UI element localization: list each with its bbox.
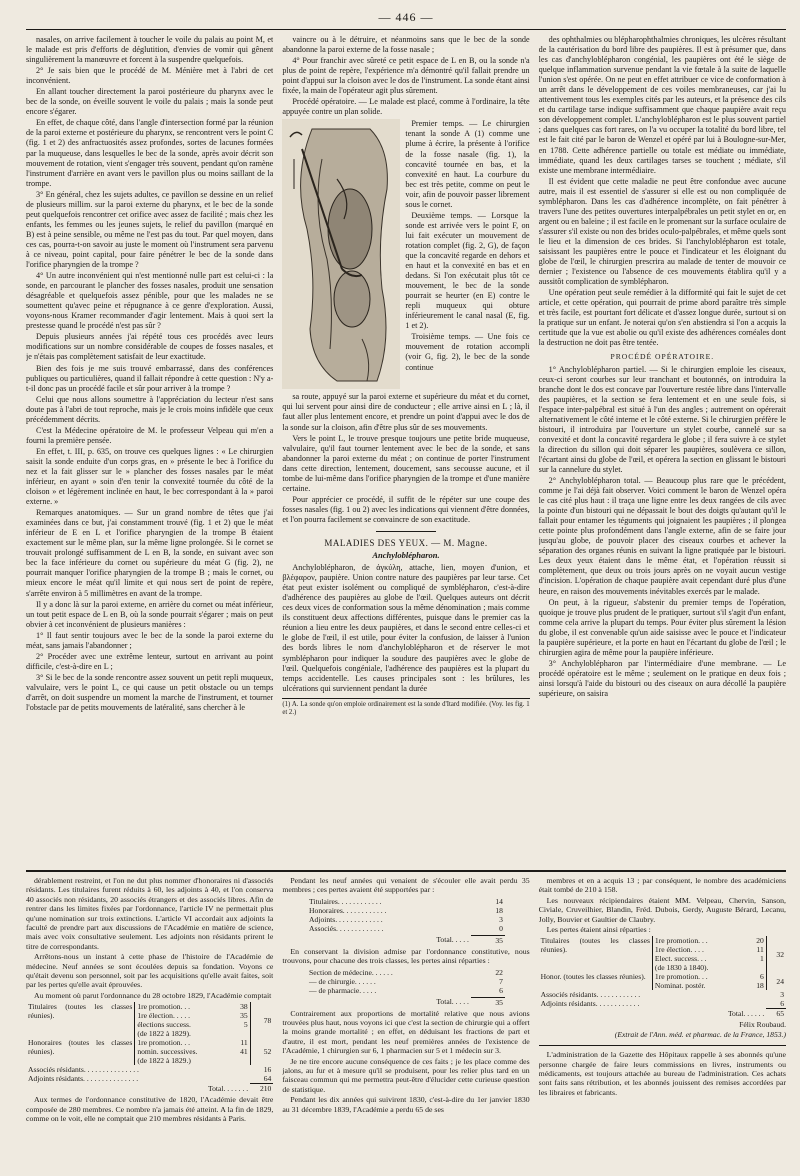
table-row (26, 1038, 273, 1047)
column-1 (26, 35, 273, 865)
table-row (539, 990, 786, 999)
row-value: 6 (499, 985, 503, 995)
row-label: Titulaires. . . . . . . . . . . . (309, 896, 382, 906)
row-value: 0 (499, 923, 503, 933)
row-value: 14 (495, 896, 503, 906)
paragraph: C'est la Médecine opératoire de M. le professeur Velpeau qui m'en a fourni la première pensée. (26, 425, 274, 445)
l3-hon-label: Honor. (toutes les classes réunies). (540, 972, 646, 982)
paragraph: Troisième temps. — Une fois ce mouvement de rotation accompli (voir G, fig. 2), le bec de la sonde continue (405, 332, 530, 372)
table-row (26, 1084, 273, 1094)
lower-column-3 (539, 876, 786, 1176)
tit-row-2-value: 5 (243, 1020, 248, 1030)
section-divider (376, 531, 436, 532)
column-2 (282, 35, 529, 865)
l3-tit-row-0-label: 1re promotion. . . (652, 936, 746, 945)
paragraph: Procédé opératoire. — Le malade est placé, comme à l'ordinaire, la tête appuyée contre un plan solide. (282, 97, 530, 117)
paragraph: 2° Procéder avec une extrême lenteur, surtout en arrivant au point difficile, c'est-à-dire en L ; (26, 651, 274, 671)
table-row (307, 915, 505, 924)
paragraph: Deuxième temps. — Lorsque la sonde est arrivée vers le point F, on lui fait exécuter un mouvement de rotation complet (fig. 2, G), de façon que la concavité regarde en dehors et en haut et la convexité en bas et en dedans. Si l'on exécutait plus tôt ce mouvement, le bec de la sonde pourrait se heurter (en E) contre le repli muqueux qui obture inférieurement le canal nasal (E, fig. 1 et 2). (405, 210, 530, 331)
losses-section-total-value: 35 (471, 997, 505, 1007)
paragraph: vaincre ou à le détruire, et néanmoins sans que le bec de la sonde abandonne la paroi externe de la fosse nasale ; (282, 35, 530, 55)
hon-row-0-value: 11 (240, 1038, 248, 1048)
tit-row-1-label: 1re élection. . . . . (135, 1011, 232, 1020)
page-number: — 446 — (378, 10, 434, 24)
paragraph: Arrêtons-nous un instant à cette phase de l'histoire de l'Académie de médecine. Neuf années se sont écoulées depuis sa fondation. Voyons ce qu'était devenu son personnel, soit par les acquisitions qu'elle avait faites, soit par les pertes qu'elle avait éprouvées. (26, 952, 274, 990)
paragraph: En effet, de chaque côté, dans l'angle d'intersection formé par la réunion de la paroi externe et postérieure du pharynx, se rencontrent vers le point C (fig. 1 et 2) des anfractuosités assez profondes, sortes de lacunes formées par la muqueuse, dans lesquelles le bec de la sonde, après avoir décrit son mouvement de rotation, vient s'engager très souvent, pendant qu'on ramène l'instrument d'arrière en avant vers le pavillon plus ou moins saillant de la trompe. (26, 118, 274, 188)
row-value: 18 (495, 905, 503, 915)
administration-notice: L'administration de la Gazette des Hôpitaux rappelle à ses abonnés qu'une personne chargée de faire leurs commissions en livres, instruments ou médicaments, est toujours attachée au bureau de l'administration. Ces achats sont faits sans rétribution, et les abonnés jouissent des remises accordées par les libraires et fabricants. (538, 1050, 786, 1097)
tit-row-1-value: 35 (240, 1011, 248, 1021)
table-row (26, 1074, 273, 1084)
tit-row-0-label: 1re promotion. . . (135, 1002, 232, 1011)
author-signature: Félix Roubaud. (739, 1020, 786, 1030)
paragraph: En allant toucher directement la paroi postérieure du pharynx avec le bec de la sonde, on éveille souvent le voile du palais ; mais la sonde peut encore s'égarer. (26, 87, 274, 117)
paragraph: Les nouveaux récipiendaires étaient MM. Velpeau, Chervin, Sanson, Civiale, Cruveilhier, Blandin, Fréd. Dubois, Gerdy, Auguste Bérard, Lecanu, Jolly, Bouvier et Gaultier de Claubry. (538, 895, 786, 924)
paragraph: 2° Je sais bien que le procédé de M. Ménière met à l'abri de cet inconvénient. (26, 66, 274, 86)
l3-tit-row-1-label: 1re élection. . . . (652, 945, 746, 954)
row-label: Associés. . . . . . . . . . . . . (309, 923, 384, 933)
losses-intro: Pendant les neuf années qui venaient de s'écouler elle avait perdu 35 membres ; ces pertes avaient été supportées par : (282, 876, 530, 895)
paragraph: 3° En général, chez les sujets adultes, ce pavillon se dessine en un relief de plusieurs millim. sur la paroi externe du pharynx, et le bec de la sonde peut quelquefois rencontrer cet orifice avec assez de facilité ; mais chez les enfants, les femmes ou les jeunes sujets, le relief du pavillon (marqué en B) est à peine sensible, ou même ne l'est pas du tout. Par quel moyen, dans ces cas, pourra-t-on savoir au juste le moment où l'instrument sera parvenu à ce niveau, point capital, pour faire pénétrer le bec de la sonde dans l'orifice pharyngien de la trompe ? (26, 189, 274, 270)
losses-by-class-table (307, 897, 505, 933)
section-title: MALADIES DES YEUX. — M. Magne. (324, 537, 488, 548)
paragraph: des ophthalmies ou blépharophthalmies chroniques, les ulcères résultant de la cautérisation du bord libre des paupières. Il est à présumer que, dans les cas d'anchyloblépharon congénial, les paupières ont été le siège de quelque inflammation survenue pendant la vie fœtale à la suite de laquelle l'union s'est opérée. On ne peut en effet attribuer ce vice de conformation à un arrêt dans le développement de ces voiles membraneuses, car j'ai lu attentivement tous les exemples cités par les auteurs, et la présence des cils et du cartilage tarse indique suffisamment que chaque paupière avait reçu son développement complet. L'anchyloblépharon est le plus souvent partiel ; dans quelques cas fort rares, on l'a vu occuper la totalité du bord libre, tel est le fait cité par le baron de Wenzel et opéré par lui à Boulogne-sur-Mer, en 1788. Cette adhérence partielle ou totale est médiate ou immédiate, immédiate, quand les deux cartilages tarses se touchent ; médiate, s'il existe une membrane intermédiaire. (538, 35, 786, 175)
table-row (307, 935, 505, 945)
table-row (26, 1002, 273, 1011)
paragraph: Je ne tire encore aucune conséquence de ces faits ; je les place comme des jalons, au fur et à mesure qu'il se produisent, pour les relier plus tard en un faisceau commun qui me permettra peut-être d'élucider cette curieuse question de statistique. (282, 1056, 530, 1094)
row-label: Honoraires. . . . . . . . . . . . (309, 905, 387, 915)
table-row (307, 997, 505, 1007)
losses-by-section-table (307, 968, 505, 995)
l3-tit-row-1-value: 11 (756, 945, 764, 955)
lower-column-1-after (26, 1095, 273, 1123)
table-row (307, 986, 505, 995)
losses-1830-1840-table (539, 936, 786, 1018)
adjoints-value: 64 (263, 1074, 272, 1084)
losses-section-total-row (307, 997, 505, 1007)
adjoints-label: Adjoints résidants. . . . . . . . . . . . . . . (28, 1074, 139, 1084)
l3-adj-label: Adjoints résidants. . . . . . . . . . . . (540, 999, 640, 1009)
figure-block (282, 119, 529, 389)
paragraph: dérablement restreint, et l'on ne dut plus nommer d'honoraires ni d'associés résidants. Les titulaires furent réduits à 60, les adjoints à 40, et l'on conserva 40 associés non résidants, 20 associés étrangers et des associés libres. Afin de rentrer dans les limites fixées par l'ordonnance, l'article IV ne permettait plus qu'une nomination sur trois extinctions. L'article VI accordait aux adjoints la faculté de prendre part aux discussions de l'Académie en matière de science, mais avec voix consultative seulement. Les adjoints non résidants prirent le titre de correspondants. (26, 876, 274, 951)
paragraph: Premier temps. — Le chirurgien tenant la sonde A (1) comme une plume à écrire, la présente à l'orifice de la fosse nasale (fig. 1), la concavité tournée en bas, et la convexité en haut. La courbure du bec est très petite, comme on peut le voir, afin de pouvoir passer librement sous le cornet. (405, 119, 530, 209)
tit-row-0-value: 38 (240, 1002, 248, 1012)
table-row (307, 906, 505, 915)
paragraph: Une opération peut seule remédier à la difformité qui fait le sujet de cet article, et cette opération, qui pourrait de prime abord paraître très simple et très facile, est pourtant fort délicate et d'assez longue durée, surtout si on la pratique sur un enfant. Je noterai qu'on s'en abstiendra si l'on a acquis la certitude que la vue est abolie ou qu'il existe des adhérences cornéales dont la destruction ne doit pas être tentée. (538, 288, 786, 348)
header-rule (26, 29, 786, 30)
l3-tit-total: 32 (766, 936, 786, 972)
paragraph: 3° Si le bec de la sonde rencontre assez souvent un petit repli muqueux, valvulaire, vers le point L, ce qui cause un petit obstacle ou un temps d'arrêt, on doit suspendre un moment la marche de l'instrument, et tourner l'obstacle par de petits mouvements de latéralité, sans chercher à le (26, 672, 274, 713)
tit-row-2-label: élections success. (135, 1020, 232, 1029)
associes-label: Associés résidants. . . . . . . . . . . . . . . (28, 1065, 139, 1075)
paragraph: Depuis plusieurs années j'ai répété tous ces procédés avec leurs modifications sur un nombre considérable de coupes de fosses nasales, et je n'étais pas complètement satisfait de leur exactitude. (26, 332, 274, 362)
l3-adj-value: 6 (780, 999, 784, 1009)
l3-tit-row-2-label: Elect. success. . . (652, 954, 746, 963)
paragraph: En effet, t. III, p. 635, on trouve ces quelques lignes : « Le chirurgien saisit la sonde enduite d'un corps gras, en » présente le bec à l'orifice du nez et la fait glisser sur le » plancher des fosses nasales par le méat inférieur, en ayant » soin d'en tenir la convexité tournée du côté de la cloison » et légèrement inclinée en haut, le bec correspondant à la » paroi externe. » (26, 446, 274, 507)
paragraph: Pour apprécier ce procédé, il suffit de le répéter sur une coupe des fosses nasales (fig. 1 ou 2) avec les indications qui viennent d'être données, et l'on pourra facilement se convaincre de son exactitude. (282, 494, 530, 524)
table-row (26, 1065, 273, 1074)
hon-row-1-value: 41 (240, 1047, 248, 1057)
l3-tit-label: Titulaires (toutes les classes réunies). (540, 936, 650, 955)
l3-hon-row-0-label: 1re promotion. . . (652, 972, 746, 981)
paragraph: membres et en a acquis 13 ; par conséquent, le nombre des académiciens était tombé de 210 à 158. (538, 876, 786, 895)
table-row (539, 999, 786, 1009)
paragraph: Bien des fois je me suis trouvé embarrassé, dans des conférences publiques ou particulières, quand il fallait répondre à cette question : N'y a-t-il donc pas un procédé facile et sûr pour arriver à la trompe ? (26, 363, 274, 393)
hon-row-1-label: nomin. successives. (135, 1047, 232, 1056)
paragraph: 2° Anchyloblépharon total. — Beaucoup plus rare que le précédent, comme je l'ai déjà fait observer. Voici comment le baron de Wenzel opéra le cas cité plus haut : il traça une ligne entre les deux rangées de cils avec la pointe d'un bistouri qui ne dépassait le bout des doigts qu'autant qu'il le fallait pour entamer les téguments qui joignaient les paupières ; il plongea cette pointe plus profondément dans l'angle externe, afin de se faire jour jusqu'au globe, de pouvoir placer des ciseaux courbes et achever la séparation des organes réunis en suivant la ligne pratiquée par le bistouri. Les deux yeux étaient dans le même état, et l'opération réussit si complètement, que deux ou trois jours après on ne voyait aucun vestige d'incision. L'opération de chaque paupière avait cependant duré plus d'une heure, en raison des mouvements inévitables exercés par le malade. (538, 476, 786, 596)
operative-procedure-title: PROCÉDÉ OPÉRATOIRE. (610, 352, 715, 362)
academy-count-table (26, 1002, 273, 1093)
paragraph: sa route, appuyé sur la paroi externe et supérieure du méat et du cornet, qui lui servent pour ainsi dire de conducteur ; elle arrive ainsi en L ; là, il faut aller plus lentement encore, et prendre un point d'appui avec le dos de la sonde sur la cloison, afin d'être plus sûr de ses mouvements. (282, 392, 530, 432)
table-row (307, 924, 505, 933)
column-3-body (539, 35, 786, 348)
lower-column-2 (282, 876, 529, 1176)
paragraph: Contrairement aux proportions de mortalité relative que nous avions trouvées plus haut, nous voyons ici que c'est la section de chirurgie qui a offert la moins grande mortalité ; en effet, en déduisant les fractions de part et d'autre, il est mort, pendant les neuf premières années de l'existence de l'Académie, 1 chirurgien sur 6, 1 pharmacien sur 5 et 1 médecin sur 3. (282, 1008, 530, 1056)
row-value: 7 (499, 976, 503, 986)
row-label: — de chirurgie. . . . . . (309, 976, 376, 986)
row-value: 3 (499, 914, 503, 924)
table-row (539, 972, 786, 981)
notice-rule (539, 1045, 786, 1046)
paragraph: Aux termes de l'ordonnance constitutive de 1820, l'Académie devait être composée de 280 membres. Ce nombre n'a jamais été atteint. A la fin de 1829, comme on le voit, elle ne comptait que 210 membres résidants à Paris. (26, 1095, 274, 1124)
table-row (539, 936, 786, 945)
l3-tit-row-0-value: 20 (756, 936, 764, 946)
hon-row-0-label: 1re promotion. . . (135, 1038, 232, 1047)
row-label: Adjoints. . . . . . . . . . . . . (309, 914, 383, 924)
table-row (307, 968, 505, 977)
paragraph: Pendant les dix années qui suivirent 1830, c'est-à-dire du 1er janvier 1830 au 31 décembre 1839, l'Académie a perdu 65 de ses (282, 1095, 530, 1114)
paragraph: 1° Anchyloblépharon partiel. — Si le chirurgien emploie les ciseaux, ceux-ci seront courbes sur leur tranchant et boutonnés, on introduira la branche dont le dos est concave par l'ouverture restée libre dans l'intervalle des paupières, et la section se fera lentement et en une seule fois, si l'espace inter-palpébral est situé à l'un des angles ; autrement on opérerait alternativement le côté interne et le côté externe. Si le chirurgien préfère le bistouri, il introduira par l'ouverture un stylet courbe, cannelé sur sa convexité et dont la concavité regardera le globe ; il fera suivre à ce stylet la direction du sillon qui doit séparer les paupières, soulèvera ce sillon, l'écartant ainsi du globe de l'œil, et opérera la section en glissant le bistouri sur la cannelure du stylet. (538, 364, 786, 474)
nasal-cavity-figure-image (282, 119, 400, 389)
lower-columns (26, 876, 786, 1176)
figure-caption-text (405, 119, 529, 389)
l3-tit-row-3-label: (de 1830 à 1840). (652, 963, 746, 972)
titulaires-total: 78 (250, 1002, 273, 1038)
paragraph: Vers le point L, le trouve presque toujours une petite bride muqueuse, valvulaire, qu'il faut tourner lentement avec le bec de la sonde, et sans abandonner la paroi externe du méat ; on continue de porter l'instrument dans cette direction, lentement, doucement, sans secousse aucune, et il tombe de lui-même dans l'orifice pharyngien de la trompe et d'une manière certaine. (282, 433, 530, 493)
footnote: (1) A. La sonde qu'on emploie ordinairement est la sonde d'Itard modifiée. (Voy. les fig. 1 et 2.) (282, 698, 529, 718)
l3-hon-total: 24 (766, 972, 786, 990)
operative-procedure-body (539, 365, 786, 700)
row-label: — de pharmacie. . . . . (309, 985, 377, 995)
tit-row-3-label: (de 1822 à 1829). (135, 1029, 232, 1038)
l3-total-label: Total. . . . . . (727, 1008, 765, 1018)
table-row (539, 1009, 786, 1019)
hon-row-2-label: (de 1822 à 1829.) (135, 1056, 232, 1065)
section-subtitle: Anchyloblépharon. (372, 550, 440, 561)
paragraph: Au moment où parut l'ordonnance du 28 octobre 1829, l'Académie comptait (34, 990, 272, 1000)
table-row (307, 897, 505, 906)
row-label: Section de médecine. . . . . . (309, 967, 393, 977)
associes-value: 16 (263, 1065, 272, 1075)
paragraph: Les pertes étaient ainsi réparties : (546, 925, 651, 935)
l3-hon-row-1-label: Nominat. postér. (652, 981, 746, 990)
losses-section-total-label: Total. . . . . (436, 997, 469, 1007)
paragraph: 4° Pour franchir avec sûreté ce petit espace de L en B, ou la sonde n'a plus de point de repère, l'expérience m'a démontré qu'il fallait prendre un point d'appui sur la cloison avec le dos de l'instrument. La sonde étant ainsi fixée, la main de l'opérateur agit plus sûrement. (282, 56, 530, 96)
losses-total-row (307, 935, 505, 945)
source-note: (Extrait de l'Ann. méd. et pharmac. de la France, 1853.) (614, 1029, 786, 1039)
column-2-intro (282, 35, 529, 117)
paragraph: Il y a donc là sur la paroi externe, en arrière du cornet ou méat inférieur, un tout petit espace de L en B, où la sonde pourrait s'égarer ; mais on peut obvier à cet inconvénient de plusieurs manières : (26, 599, 274, 629)
paragraph: Remarques anatomiques. — Sur un grand nombre de têtes que j'ai examinées dans ce but, j'ai constamment trouvé (fig. 1 et 2) que le méat inférieur de E en L et l'orifice pharyngien de la trompe B étaient exactement sur le même plan, sur la même ligne prolongée. Si le cornet se trouvait prolongé suffisamment de L en B, la sonde, en suivant avec son bec la face inférieure du cornet ou supérieure du méat G (fig. 2), ne pourrait manquer l'orifice pharyngien de la trompe B ; mais le cornet, ou mieux encore le méat qu'il limite et qui nous sert de point de repère, s'arrête environ à 5 millimètres en avant de la trompe. (26, 508, 274, 598)
losses-total-label: Total. . . . . (436, 935, 469, 945)
column-3 (539, 35, 786, 865)
l3-total-value: 65 (766, 1009, 786, 1019)
losses-total-value: 35 (471, 935, 505, 945)
titulaires-label: Titulaires (toutes les classes réunies). (28, 1002, 133, 1021)
losses-mid: En conservant la division admise par l'ordonnance constitutive, nous trouvons, pour chacune des trois classes, les pertes ainsi réparties : (282, 946, 530, 966)
table-row (307, 977, 505, 986)
honoraires-label: Honoraires (toutes les classes réunies). (28, 1038, 133, 1057)
total-value: 210 (250, 1084, 273, 1094)
honoraires-total: 52 (250, 1038, 273, 1065)
paragraph: nasales, on arrive facilement à toucher le voile du palais au point M, et le malade est pris d'efforts de déglutition, d'envies de vomir qui gênent singulièrement la manœuvre et forcent à la suspendre quelquefois. (26, 35, 274, 65)
lower-column-1 (26, 876, 273, 1176)
paragraph: On peut, à la rigueur, s'abstenir du premier temps de l'opération, quoique je trouve plus prudent de le pratiquer, surtout s'il s'agit d'un enfant, comme cela arrive la plupart du temps. Pour éviter plus sûrement la lésion du globe, il est convenable qu'un aide saisisse avec le pouce et l'indicateur la paupière supérieure, et la porte en haut en l'écartant du globe de l'œil ; le chirurgien agira de même pour la paupière inférieure. (538, 597, 786, 657)
paragraph: Celui que nous allons soumettre à l'appréciation du lecteur n'est sans doute pas à l'abri de tout reproche, mais je le crois moins infidèle que ceux précédemment décrits. (26, 394, 274, 424)
l3-hon-row-1-value: 18 (756, 981, 764, 991)
paragraph: 4° Un autre inconvénient qui n'est mentionné nulle part est celui-ci : la sonde, en parcourant le plancher des fosses nasales, produit une sensation désagréable et quelquefois assez pénible, pour que les malades ne se soumettent qu'avec peine et répugnance à ce genre d'exploration. Aussi, voyons-nous Kramer recommander d'agir lentement. Mais à quoi sert la prestesse quand le procédé n'est pas sûr ? (26, 271, 274, 331)
lower-column-2-body (282, 1009, 529, 1114)
l3-assoc-value: 3 (780, 990, 784, 1000)
paragraph: 3° Anchyloblépharon par l'intermédiaire d'une membrane. — Le procédé opératoire est le même ; seulement on le pratique en deux fois ; ainsi lorsqu'à l'aide du bistouri ou des ciseaux on aura décollé la paupière supérieure, on saisira (538, 658, 786, 698)
section-body (282, 563, 529, 694)
l3-assoc-label: Associés résidants. . . . . . . . . . . . (540, 990, 641, 1000)
lower-column-3-intro (539, 876, 786, 934)
l3-tit-row-2-value: 1 (760, 954, 764, 964)
upper-columns (26, 35, 786, 865)
row-value: 22 (495, 967, 503, 977)
lower-column-1-body (26, 876, 273, 1000)
paragraph: 1° Il faut sentir toujours avec le bec de la sonde la paroi externe du méat, sans jamais l'abandonner ; (26, 630, 274, 650)
lower-section-rule (26, 870, 786, 872)
column-2-continuation (282, 392, 529, 525)
l3-hon-row-0-value: 6 (760, 972, 764, 982)
paragraph: Anchyloblépharon, de ἀγκύλη, attache, lien, moyen d'union, et βλέφαρον, paupière. Union contre nature des paupières par leur tarse. Cet état peut exister isolément ou compliqué de symblépharon, c'est-à-dire d'adhérence des paupières au globe de l'œil. Quelques auteurs ont décrit ces deux vices de conformation sous la même dénomination ; mais comme ils constituent deux affections différentes, puisque dans le premier cas la réunion a lieu entre les deux paupières, et dans le second entre celles-ci et le globe de l'œil, il est utile, pour éviter la confusion, de laisser à l'union des bords libres le nom d'anchyloblépharon et de réserver le mot symblépharon pour indiquer la soudure des paupières avec le globe de l'œil. Quelquefois congéniale, l'adhérence des paupières est la plupart du temps accidentelle. Les causes principales sont : les brûlures, les ulcérations qui surviennent pendant la durée (282, 563, 530, 693)
total-label: Total. . . . . . . (207, 1083, 249, 1093)
paragraph: Il est évident que cette maladie ne peut être confondue avec aucune autre, mais il est essentiel de s'assurer si elle est ou non compliquée de symblépharon. Dans les cas d'adhérence incomplète, on fait pénétrer à travers l'une des petites ouvertures interpalpébrales un petit stylet en or, en argent ou en baleine ; il est facile en le promenant sur la surface oculaire de s'assurer s'il existe ou non des brides oculo-palpébrales, et même quels sont le lieu et la dimension de ces brides. Si l'anchyloblépharon est totale, saisissant les paupières entre le pouce et l'indicateur et les éloignant du globe de l'œil, le chirurgien prescrira au malade de tenter de mouvoir ce dernier ; l'existence ou l'absence de ces mouvements établira qu'il y a aussitôt complication de symblépharon. (538, 176, 786, 287)
